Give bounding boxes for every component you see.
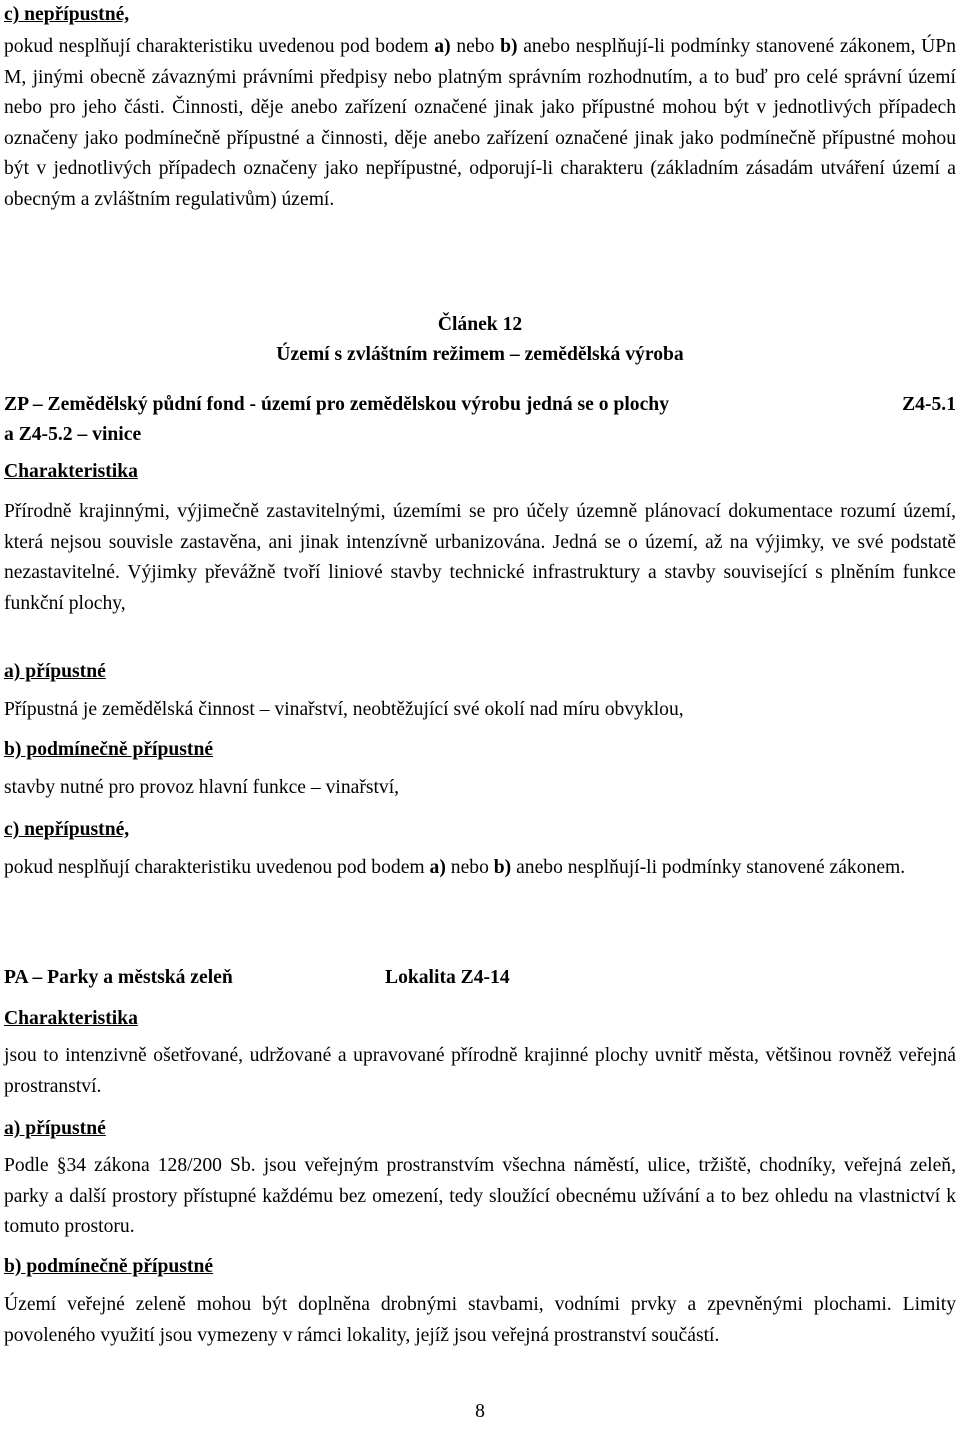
section-title-zp: [4, 390, 956, 421]
ref-a: a): [434, 36, 451, 57]
text-fragment: anebo nesplňují-li podmínky stanovené zákonem, ÚPn M, jinými obecně závaznými právními předpisy nebo platným správním rozhodnutím, a to buď pro celé správní území nebo pro jeho části. Činnosti, děje anebo zařízení označené jinak jako přípustné mohou být v jednotlivých případech označeny jako podmínečně přípustné a činnosti, děje anebo zařízení označené jinak jako podmínečně přípustné mohou být v jednotlivých případech označeny jako nepřípustné, odporují-li charakteru (základním zásadám utváření území a obecným a zvláštním regulativům) území.: [4, 36, 957, 210]
paragraph-podminecne-pripustne: stavby nutné pro provoz hlavní funkce – vinařství,: [4, 777, 400, 798]
locality-label: Lokalita Z4-14: [385, 967, 510, 988]
article-number: Článek 12: [437, 314, 523, 335]
zp-title-text: ZP – Zemědělský půdní fond - území pro zemědělskou výrobu jedná se o plochy: [4, 394, 669, 415]
heading-nepripustne: c) nepřípustné,: [4, 819, 130, 840]
ref-b: b): [493, 857, 512, 878]
article-title: Území s zvláštním režimem – zemědělská výroba: [276, 344, 684, 365]
section-title-pa: PA – Parky a městská zeleň: [4, 967, 233, 988]
paragraph-charakteristika: jsou to intenzivně ošetřované, udržované a upravované přírodně krajinné plochy uvnitř města, většinou rovněž veřejná prostranství.: [4, 1045, 956, 1097]
heading-podminecne-pripustne: b) podmínečně přípustné: [4, 1256, 214, 1277]
paragraph-pripustne: Podle §34 zákona 128/200 Sb. jsou veřejným prostranstvím všechna náměstí, ulice, tržiště, chodníky, veřejná zeleň, parky a další prostory přístupné každému bez omezení, tedy sloužící obecnému užívání a to bez ohledu na vlastnictví k tomuto prostoru.: [4, 1155, 956, 1237]
text-fragment: pokud nesplňují charakteristiku uvedenou pod bodem: [4, 857, 430, 878]
paragraph-nepripustne: [4, 853, 956, 884]
ref-a: a): [429, 857, 446, 878]
zp-title-part: a Z4-5.: [4, 424, 63, 445]
section-title-zp-line2: [4, 420, 141, 451]
heading-charakteristika: Charakteristika: [4, 461, 138, 482]
paragraph-podminecne-pripustne: Území veřejné zeleně mohou být doplněna drobnými stavbami, vodními prvky a zpevněnými plochami. Limity povoleného využití jsou vymezeny v rámci lokality, jejíž jsou veřejná prostranství součástí.: [4, 1294, 956, 1346]
zp-title-code: Z4-5.1: [902, 394, 956, 415]
text-fragment: pokud nesplňují charakteristiku uvedenou pod bodem: [4, 36, 435, 57]
ref-b: b): [500, 36, 518, 57]
text-fragment: anebo nesplňují-li podmínky stanovené zákonem.: [511, 857, 906, 878]
paragraph-pripustne: Přípustná je zemědělská činnost – vinařství, neobtěžující své okolí nad míru obvyklou,: [4, 699, 684, 720]
paragraph-charakteristika: Přírodně krajinnými, výjimečně zastavitelnými, územími se pro účely územně plánovací dokumentace rozumí území, která nejsou souvisle zastavěna, ani jinak intenzívně urbanizována. Jedná se o území, až na výjimky, ve své podstatě nezastavitelné. Výjimky převážně tvoří liniové stavby technické infrastruktury a stavby související s plněním funkce funkční plochy,: [4, 501, 956, 614]
heading-pripustne: a) přípustné: [4, 661, 106, 682]
text-fragment: nebo: [445, 857, 494, 878]
paragraph-nepripustne: [4, 32, 956, 215]
heading-pripustne: a) přípustné: [4, 1118, 106, 1139]
heading-charakteristika: Charakteristika: [4, 1008, 138, 1029]
text-fragment: nebo: [450, 36, 501, 57]
heading-podminecne-pripustne: b) podmínečně přípustné: [4, 739, 214, 760]
zp-title-part: 2 – vinice: [62, 424, 142, 445]
heading-nepripustne: c) nepřípustné,: [4, 4, 130, 25]
page-number: 8: [475, 1401, 485, 1422]
